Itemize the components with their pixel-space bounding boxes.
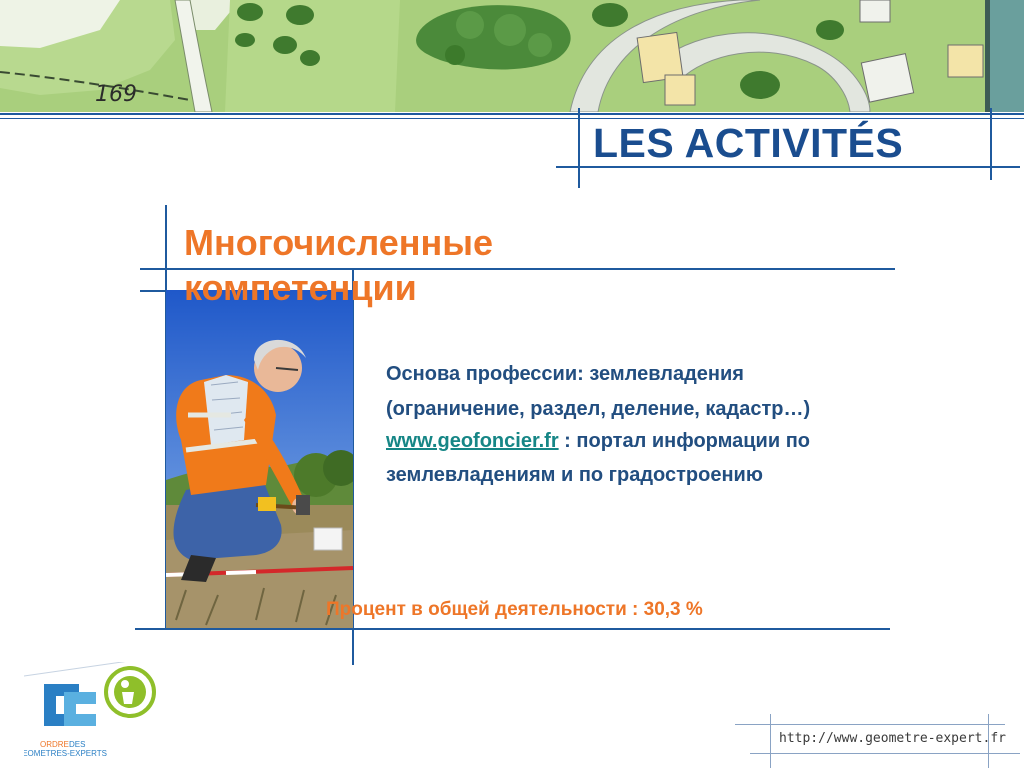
geofoncier-link[interactable]: www.geofoncier.fr (386, 430, 559, 452)
paragraph-profession: Основа профессии: землевладения (386, 363, 744, 385)
activity-percent: Процент в общей деятельности : 30,3 % (326, 599, 703, 620)
section-title: LES ACTIVITÉS (593, 120, 904, 166)
portal-description: : портал информации по землевладениям и по градостроению (386, 430, 811, 486)
oge-logo-icon (24, 662, 174, 762)
title-left-rule (578, 108, 580, 188)
title-right-rule (990, 108, 992, 180)
content-bottom-rule (135, 628, 890, 630)
svg-text:GEOMETRES-EXPERTS: GEOMETRES-EXPERTS (24, 749, 107, 758)
svg-text:DES: DES (69, 740, 86, 749)
svg-text:Acteurs du Développement Durab: Acteurs du Développement Durable (24, 662, 40, 663)
body-text (386, 357, 926, 492)
header-bottom-rule (0, 118, 1024, 119)
map-illustration (0, 0, 1024, 112)
ordre-geometres-logo (24, 662, 174, 762)
paragraph-examples: (ограничение, раздел, деление, кадастр…) (386, 398, 811, 420)
svg-text:ORDRE: ORDRE (40, 740, 69, 749)
map-banner (0, 0, 1024, 112)
svg-text:169: 169 (95, 82, 137, 107)
footer-rule-top (735, 724, 1005, 725)
paragraph-portal (386, 424, 926, 492)
footer-rule-left (770, 714, 771, 768)
website-url-link[interactable]: http://www.geometre-expert.fr (779, 731, 1006, 746)
surveyor-photo (166, 290, 353, 628)
slide-heading: Многочисленные компетенции (184, 222, 494, 308)
footer-rule-bottom (750, 753, 1020, 754)
header-top-rule (0, 113, 1024, 115)
